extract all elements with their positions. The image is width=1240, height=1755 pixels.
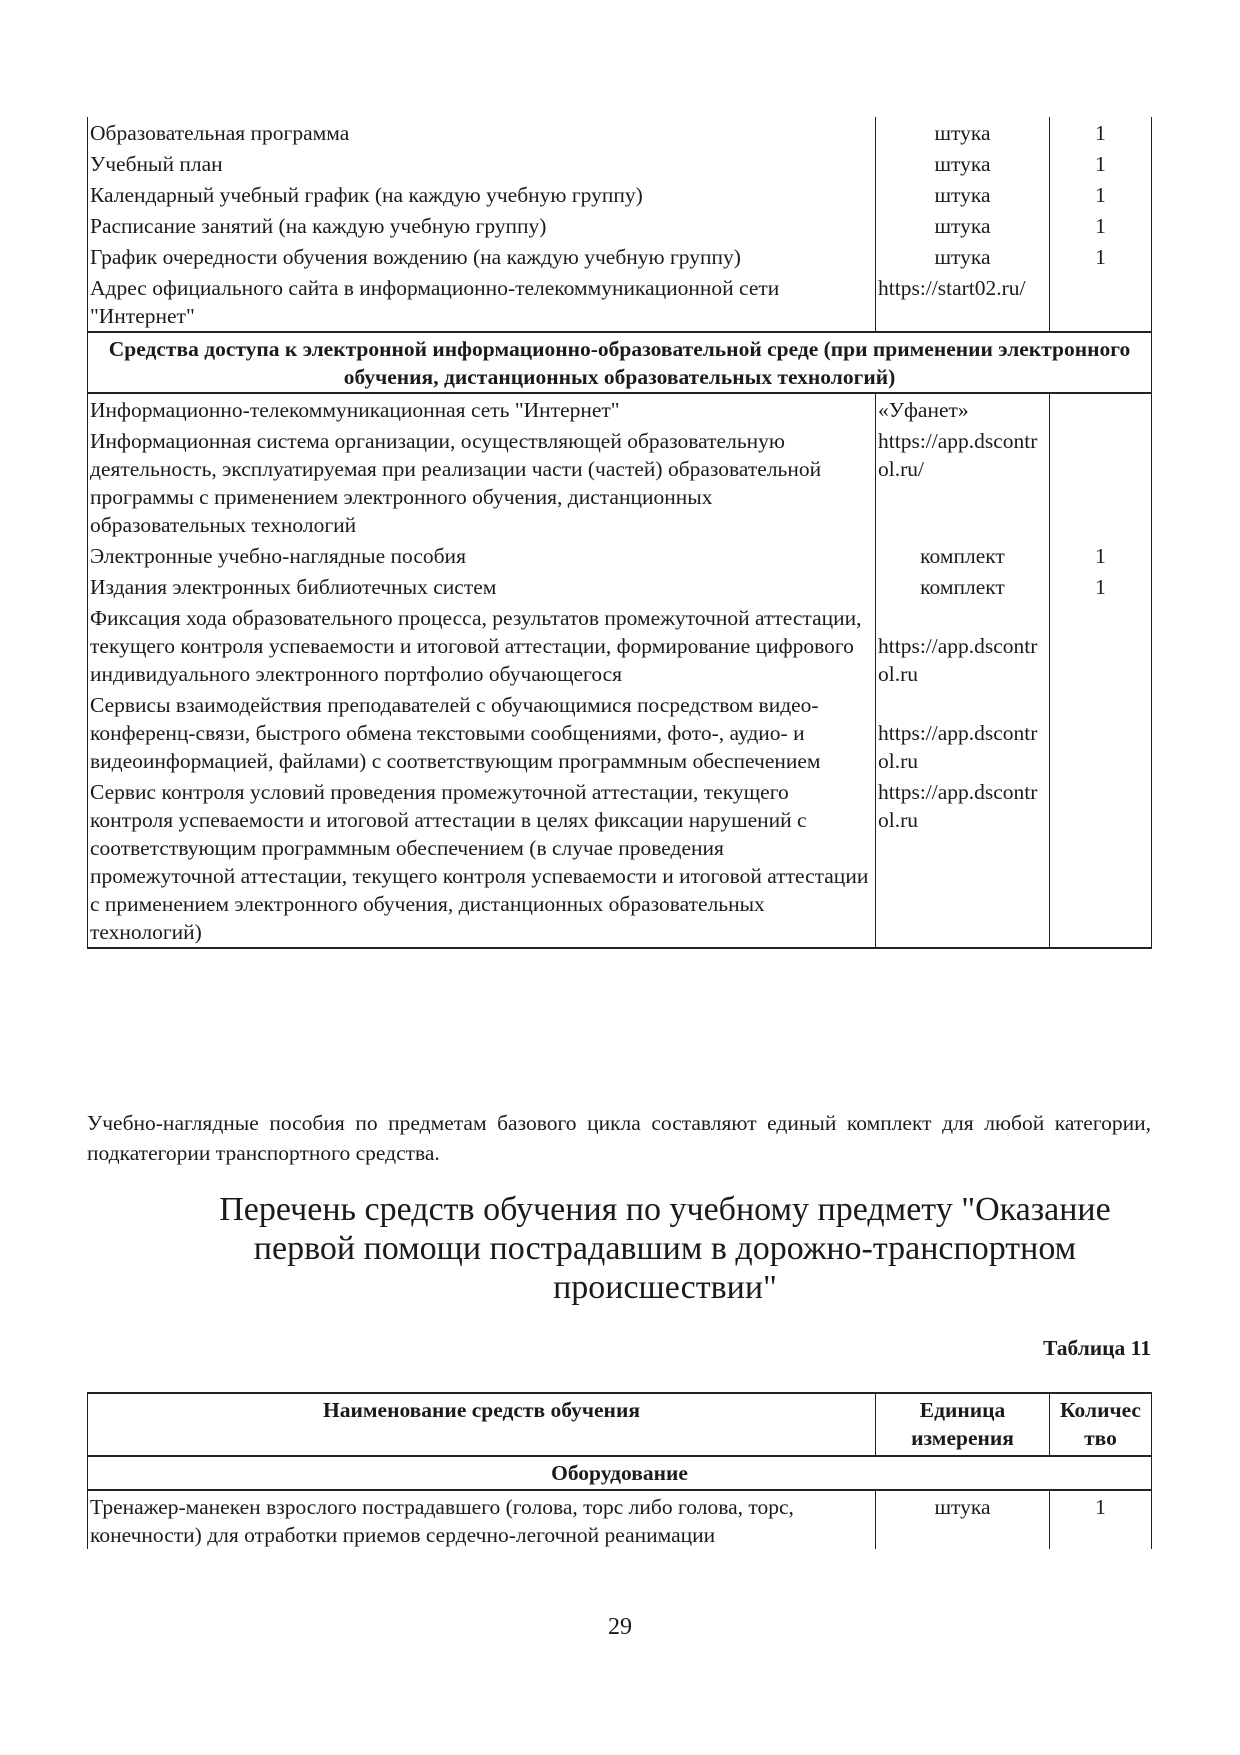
column-header-qty: Количес тво xyxy=(1050,1393,1152,1456)
item-name: Электронные учебно-наглядные пособия xyxy=(88,540,876,571)
section-row xyxy=(88,332,1152,393)
table-row xyxy=(88,540,1152,571)
section-title: Оборудование xyxy=(88,1456,1152,1490)
body-paragraph: Учебно-наглядные пособия по предметам базового цикла составляют единый комплект для любой категории, подкатегории транспортного средства. xyxy=(87,1111,1151,1165)
table-row xyxy=(88,272,1152,332)
table-row xyxy=(88,776,1152,948)
item-unit: штука xyxy=(876,148,1050,179)
item-qty xyxy=(1050,425,1152,540)
table-row xyxy=(88,241,1152,272)
item-name: Информационно-телекоммуникационная сеть "Интернет" xyxy=(88,393,876,425)
section-row xyxy=(88,1456,1152,1490)
table-row xyxy=(88,1490,1152,1549)
item-name: Тренажер-манекен взрослого пострадавшего (голова, торс либо голова, торс, конечности) для отработки приемов сердечно-легочной реанимации xyxy=(88,1490,876,1549)
item-qty xyxy=(1050,393,1152,425)
item-qty xyxy=(1050,776,1152,948)
first-aid-equipment-table xyxy=(87,1392,1152,1549)
table-row xyxy=(88,210,1152,241)
site-address-link[interactable]: https://start02.ru/ xyxy=(876,272,1050,332)
item-name: Сервис контроля условий проведения промежуточной аттестации, текущего контроля успеваемости и итоговой аттестации в целях фиксации нарушений с соответствующим программным обеспечением (в случае проведения промежуточной аттестации, текущего контроля успеваемости и итоговой аттестации с применением электронного обучения, дистанционных образовательных технологий) xyxy=(88,776,876,948)
table-header-row xyxy=(88,1393,1152,1456)
item-unit: штука xyxy=(876,117,1050,148)
item-name: График очередности обучения вождению (на каждую учебную группу) xyxy=(88,241,876,272)
item-qty: 1 xyxy=(1050,1490,1152,1549)
item-qty: 1 xyxy=(1050,210,1152,241)
info-system-link[interactable]: https://app.dscontrol.ru/ xyxy=(876,425,1050,540)
table-row xyxy=(88,148,1152,179)
item-name: Образовательная программа xyxy=(88,117,876,148)
item-name: Издания электронных библиотечных систем xyxy=(88,571,876,602)
item-unit: комплект xyxy=(876,571,1050,602)
section-heading: Перечень средств обучения по учебному предмету "Оказание первой помощи пострадавшим в дорожно-транспортном происшествии" xyxy=(219,1191,1111,1306)
item-unit: штука xyxy=(876,1490,1050,1549)
proctoring-service-link[interactable]: https://app.dscontrol.ru xyxy=(876,776,1050,948)
item-unit: комплект xyxy=(876,540,1050,571)
section-title: Средства доступа к электронной информационно-образовательной среде (при применении электронного обучения, дистанционных образовательных технологий) xyxy=(88,332,1152,393)
table-row xyxy=(88,689,1152,776)
item-qty: 1 xyxy=(1050,540,1152,571)
communication-services-link[interactable]: https://app.dscontrol.ru xyxy=(876,689,1050,776)
item-name: Расписание занятий (на каждую учебную группу) xyxy=(88,210,876,241)
item-unit: «Уфанет» xyxy=(876,393,1050,425)
item-qty: 1 xyxy=(1050,117,1152,148)
item-qty: 1 xyxy=(1050,571,1152,602)
item-name: Фиксация хода образовательного процесса, результатов промежуточной аттестации, текущего контроля успеваемости и итоговой аттестации, формирование цифрового индивидуального электронного портфолио обучающегося xyxy=(88,602,876,689)
item-name: Календарный учебный график (на каждую учебную группу) xyxy=(88,179,876,210)
item-qty: 1 xyxy=(1050,241,1152,272)
table-row xyxy=(88,425,1152,540)
resources-table xyxy=(87,117,1152,949)
column-header-unit: Единица измерения xyxy=(876,1393,1050,1456)
page-number: 29 xyxy=(608,1614,632,1640)
table-label: Таблица 11 xyxy=(1042,1336,1151,1360)
item-unit: штука xyxy=(876,210,1050,241)
item-name: Адрес официального сайта в информационно-телекоммуникационной сети "Интернет" xyxy=(88,272,876,332)
item-qty: 1 xyxy=(1050,179,1152,210)
table-row xyxy=(88,117,1152,148)
column-header-name: Наименование средств обучения xyxy=(88,1393,876,1456)
item-unit: штука xyxy=(876,179,1050,210)
table-row xyxy=(88,602,1152,689)
item-name: Учебный план xyxy=(88,148,876,179)
table-row xyxy=(88,393,1152,425)
item-name: Информационная система организации, осуществляющей образовательную деятельность, эксплуатируемая при реализации части (частей) образовательной программы с применением электронного обучения, дистанционных образовательных технологий xyxy=(88,425,876,540)
table-row xyxy=(88,571,1152,602)
item-qty xyxy=(1050,602,1152,689)
table-row xyxy=(88,179,1152,210)
item-name: Сервисы взаимодействия преподавателей с обучающимися посредством видео-конференц-связи, быстрого обмена текстовыми сообщениями, фото-, аудио- и видеоинформацией, файлами) с соответствующим программным обеспечением xyxy=(88,689,876,776)
item-unit: штука xyxy=(876,241,1050,272)
item-qty xyxy=(1050,272,1152,332)
item-qty: 1 xyxy=(1050,148,1152,179)
item-qty xyxy=(1050,689,1152,776)
progress-tracking-link[interactable]: https://app.dscontrol.ru xyxy=(876,602,1050,689)
